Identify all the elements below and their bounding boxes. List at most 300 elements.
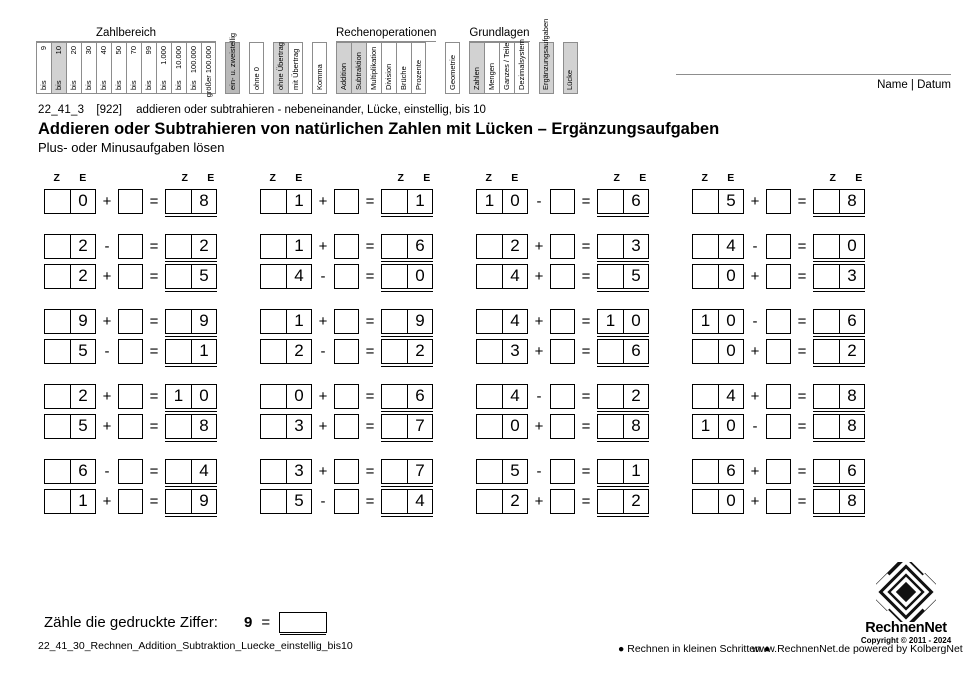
result-tens[interactable] [382,310,407,333]
category-cell[interactable] [351,42,366,94]
result-tens[interactable] [166,490,191,513]
operand-a-tens[interactable] [261,415,286,438]
result-ones[interactable]: 5 [191,265,216,288]
result-tens[interactable] [814,415,839,438]
answer-gap-box[interactable] [550,309,575,334]
operand-a-ones[interactable]: 2 [70,385,95,408]
result-ones[interactable]: 9 [407,310,432,333]
category-cell-top-label: 20 [69,46,78,55]
exercise-block [260,186,476,216]
operand-a-ones[interactable]: 0 [718,340,743,363]
category-cell-row [249,42,264,94]
category-cell[interactable] [381,42,396,94]
operator-symbol: + [534,492,544,510]
operand-a-ones[interactable]: 2 [286,340,311,363]
exercise-row [260,456,476,486]
equals-symbol: = [149,237,159,255]
operand-a-tens[interactable] [477,415,502,438]
result-box [597,384,649,409]
operand-a-tens[interactable] [477,460,502,483]
answer-gap-box[interactable] [334,489,359,514]
answer-gap-box[interactable] [118,459,143,484]
category-cell-top-label: größer 100.000 [203,46,213,98]
exercise-row [44,411,260,441]
operand-a-ones[interactable]: 0 [718,490,743,513]
exercise-row [44,306,260,336]
result-ones[interactable]: 8 [839,490,864,513]
answer-gap-box[interactable] [766,309,791,334]
category-cell[interactable] [499,42,514,94]
operand-a-ones[interactable]: 9 [70,310,95,333]
answer-gap-box[interactable] [766,339,791,364]
result-ze-box [165,339,217,364]
category-cell[interactable] [312,42,327,94]
operand-a-tens[interactable] [477,490,502,513]
result-ones[interactable]: 6 [623,190,648,213]
exercise-block [44,231,260,291]
operand-a-ones[interactable]: 4 [286,265,311,288]
answer-gap-box[interactable] [334,384,359,409]
result-tens[interactable] [166,190,191,213]
result-ones[interactable]: 2 [407,340,432,363]
operator-symbol: - [752,237,758,255]
operand-a-tens[interactable] [477,235,502,258]
category-cell-label: Mengen [487,62,497,90]
category-cell[interactable] [469,42,484,94]
result-ones[interactable]: 2 [839,340,864,363]
operand-a-ones[interactable]: 6 [70,460,95,483]
spiral-diamond-icon [876,562,936,622]
category-cell[interactable] [156,42,171,94]
answer-gap-box[interactable] [118,339,143,364]
operand-a-ones[interactable]: 4 [718,385,743,408]
operand-a-tens[interactable] [261,235,286,258]
category-cell-top-label: 99 [144,46,153,55]
result-ones[interactable]: 1 [623,460,648,483]
result-box [381,414,433,439]
operand-a-tens[interactable] [45,385,70,408]
answer-gap-box[interactable] [334,234,359,259]
operand-a-ones[interactable]: 5 [718,190,743,213]
operand-a-ones[interactable]: 4 [502,265,527,288]
category-cell[interactable] [186,42,201,94]
result-tens[interactable] [382,415,407,438]
answer-gap-box[interactable] [550,264,575,289]
category-cell[interactable] [141,42,156,94]
result-box [381,264,433,289]
result-ones[interactable]: 8 [839,190,864,213]
category-cell[interactable] [366,42,381,94]
header-e: E [423,172,431,184]
result-ones[interactable]: 0 [839,235,864,258]
result-ones[interactable]: 6 [839,460,864,483]
answer-gap-box[interactable] [118,414,143,439]
category-cell[interactable] [249,42,264,94]
operand-a-box [692,189,744,214]
operand-a-tens[interactable] [693,490,718,513]
result-ones[interactable]: 2 [191,235,216,258]
result-ones[interactable]: 0 [407,265,432,288]
answer-gap-box[interactable] [118,189,143,214]
answer-gap-box[interactable] [550,459,575,484]
operand-a-tens[interactable] [261,310,286,333]
result-tens[interactable] [814,385,839,408]
footer-slogan: ● Rechnen in kleinen Schritten ● [618,643,771,655]
operand-a-ones[interactable]: 0 [718,415,743,438]
operand-a-ones[interactable]: 5 [286,490,311,513]
result-ones[interactable]: 2 [623,385,648,408]
operator-symbol: + [318,387,328,405]
result-ones[interactable]: 6 [839,310,864,333]
operand-a-ones[interactable]: 5 [70,415,95,438]
category-cell[interactable] [445,42,460,94]
operand-a-tens[interactable] [261,490,286,513]
answer-gap-box[interactable] [550,234,575,259]
category-cell[interactable] [288,42,303,94]
equals-symbol: = [797,267,807,285]
result-box [381,384,433,409]
result-tens[interactable] [814,190,839,213]
result-ze-box [597,489,649,514]
answer-gap-box[interactable] [766,489,791,514]
category-cell[interactable] [484,42,499,94]
category-cell[interactable] [411,42,426,94]
operand-a-ones[interactable]: 1 [286,310,311,333]
result-ones[interactable]: 3 [839,265,864,288]
operand-a-ones[interactable]: 2 [502,235,527,258]
result-tens[interactable]: 1 [173,386,184,405]
result-tens[interactable] [382,460,407,483]
result-box [813,459,865,484]
category-group [249,28,264,94]
result-tens[interactable] [166,235,191,258]
exercise-row [44,186,260,216]
category-cell[interactable] [336,42,351,94]
exercise-row [260,231,476,261]
result-ze-box [381,459,433,484]
operand-a-tens[interactable] [477,265,502,288]
equals-symbol: = [581,192,591,210]
result-tens[interactable] [166,340,191,363]
operand-a-ones[interactable]: 1 [286,190,311,213]
result-ones[interactable]: 8 [839,415,864,438]
category-cell[interactable] [66,42,81,94]
result-ones[interactable]: 3 [623,235,648,258]
header-e: E [207,172,215,184]
result-ones[interactable]: 5 [623,265,648,288]
count-digit-task [44,612,327,633]
answer-gap-box[interactable] [334,339,359,364]
answer-gap-box[interactable] [766,414,791,439]
category-cell[interactable] [96,42,111,94]
result-box [165,414,217,439]
answer-gap-box[interactable] [550,189,575,214]
result-box [813,489,865,514]
category-cell-label: Multiplikation [369,46,378,90]
result-tens[interactable] [598,340,623,363]
operand-a-ones[interactable]: 0 [286,385,311,408]
operand-a-tens[interactable] [261,265,286,288]
answer-gap-box[interactable] [766,234,791,259]
result-tens[interactable] [382,265,407,288]
answer-gap-box[interactable] [334,264,359,289]
operand-a-box [476,309,528,334]
operand-a-ones[interactable]: 3 [286,460,311,483]
footer-url: www.RechnenNet.de powered by KolbergNet [752,643,963,655]
operand-a-ones[interactable]: 5 [70,340,95,363]
category-cell[interactable] [539,18,554,94]
operand-a-tens[interactable] [477,310,502,333]
result-tens[interactable] [382,490,407,513]
result-tens[interactable] [166,265,191,288]
equals-symbol: = [797,312,807,330]
result-ones[interactable]: 7 [407,460,432,483]
category-group-title [445,28,460,42]
operand-a-tens[interactable] [693,460,718,483]
operand-a-ones[interactable]: 0 [502,415,527,438]
result-box [813,339,865,364]
result-ze-box [813,459,865,484]
operand-a-ones[interactable]: 0 [502,190,527,213]
result-ones[interactable]: 2 [623,490,648,513]
equals-symbol: = [365,192,375,210]
operand-a-tens[interactable]: 1 [700,311,711,330]
operand-a-tens[interactable] [45,415,70,438]
result-tens[interactable] [166,415,191,438]
result-ones[interactable]: 6 [623,340,648,363]
result-tens[interactable] [598,460,623,483]
operand-a-tens[interactable] [45,265,70,288]
header-e: E [511,172,519,184]
result-tens[interactable] [814,340,839,363]
operand-a-box [260,309,312,334]
operand-a-tens[interactable] [261,190,286,213]
operand-a-ones[interactable]: 1 [286,235,311,258]
equals-symbol: = [365,312,375,330]
result-tens[interactable] [598,490,623,513]
operand-a-tens[interactable] [45,490,70,513]
operator-symbol: + [750,342,760,360]
worksheet-code-line [38,104,486,116]
category-cell-label: bis [99,80,108,90]
operand-a-tens[interactable] [45,190,70,213]
operand-a-tens[interactable] [693,340,718,363]
result-tens[interactable] [814,235,839,258]
category-cell-label: Dezimalsystem [516,39,526,90]
result-box [597,414,649,439]
operand-a-tens[interactable] [477,340,502,363]
operand-a-ones[interactable]: 4 [502,385,527,408]
operand-a-tens[interactable] [261,385,286,408]
operand-a-box [44,489,96,514]
result-ones[interactable]: 0 [191,385,216,408]
operand-a-tens[interactable] [45,235,70,258]
operator-symbol: + [534,342,544,360]
exercise-block [692,306,908,366]
result-ones[interactable]: 9 [191,310,216,333]
result-tens[interactable] [598,385,623,408]
operand-a-ones[interactable]: 5 [502,460,527,483]
operand-a-ones[interactable]: 2 [70,235,95,258]
answer-gap-box[interactable] [334,459,359,484]
operand-a-tens[interactable] [261,460,286,483]
operand-a-tens[interactable]: 1 [700,416,711,435]
result-tens[interactable] [382,190,407,213]
result-ones[interactable]: 9 [191,490,216,513]
result-tens[interactable] [598,415,623,438]
result-box [813,414,865,439]
exercise-block [44,381,260,441]
answer-gap-box[interactable] [118,234,143,259]
result-tens[interactable]: 1 [605,311,616,330]
answer-gap-box[interactable] [550,489,575,514]
operand-a-tens[interactable] [693,265,718,288]
result-tens[interactable] [166,460,191,483]
result-ones[interactable]: 8 [191,415,216,438]
count-task-answer-box[interactable] [279,612,327,633]
result-tens[interactable] [814,310,839,333]
answer-gap-box[interactable] [550,339,575,364]
operand-a-tens[interactable] [45,340,70,363]
equals-symbol: = [365,417,375,435]
answer-gap-box[interactable] [550,414,575,439]
category-cell[interactable] [111,42,126,94]
operand-a-ones[interactable]: 3 [286,415,311,438]
answer-gap-box[interactable] [334,189,359,214]
result-tens[interactable] [382,340,407,363]
result-tens[interactable] [598,235,623,258]
result-ones[interactable]: 1 [191,340,216,363]
result-tens[interactable] [814,460,839,483]
operator-symbol: - [752,312,758,330]
exercise-block [476,456,692,516]
operator-symbol: + [750,192,760,210]
exercise-row [476,231,692,261]
operand-a-ones[interactable]: 6 [718,460,743,483]
equals-symbol: = [581,312,591,330]
category-cell[interactable] [225,32,240,94]
result-ones[interactable]: 7 [407,415,432,438]
answer-gap-box[interactable] [766,264,791,289]
result-tens[interactable] [814,490,839,513]
operand-a-tens[interactable] [693,235,718,258]
operand-a-ones[interactable]: 0 [718,265,743,288]
result-ze-box [813,339,865,364]
operand-a-tens[interactable] [477,385,502,408]
result-ze-box [813,384,865,409]
category-group [312,28,327,94]
operand-a-ones[interactable]: 4 [502,310,527,333]
result-ze-box [381,264,433,289]
result-tens[interactable] [382,235,407,258]
exercise-block [692,231,908,291]
operator-symbol: + [750,387,760,405]
result-box [165,459,217,484]
result-ones[interactable]: 4 [191,460,216,483]
answer-gap-box[interactable] [766,459,791,484]
answer-gap-box[interactable] [118,489,143,514]
category-cell[interactable] [36,42,51,94]
operand-a-box [260,489,312,514]
operand-a-tens[interactable] [261,340,286,363]
result-ones[interactable]: 6 [407,385,432,408]
answer-gap-box[interactable] [118,309,143,334]
category-group-title [273,28,303,42]
category-cell[interactable] [563,42,578,94]
category-cell[interactable] [171,42,186,94]
operand-a-tens[interactable] [693,190,718,213]
result-ones[interactable]: 8 [623,415,648,438]
operator-symbol: - [536,462,542,480]
result-tens[interactable] [598,265,623,288]
header-z: Z [701,172,709,184]
equals-symbol: = [797,387,807,405]
answer-gap-box[interactable] [766,189,791,214]
operand-a-ones[interactable]: 4 [718,235,743,258]
result-ze-box [381,309,433,334]
result-ones[interactable]: 6 [407,235,432,258]
answer-gap-box[interactable] [334,309,359,334]
category-group-title: Grundlagen [469,27,529,42]
operand-a-ones[interactable]: 2 [70,265,95,288]
result-ones[interactable]: 4 [407,490,432,513]
operator-symbol: + [102,387,112,405]
exercise-row [44,381,260,411]
operator-symbol: - [104,462,110,480]
result-ones[interactable]: 8 [191,190,216,213]
result-tens[interactable] [814,265,839,288]
result-ze-box [597,339,649,364]
category-cell[interactable] [273,42,288,94]
operand-a-ones[interactable]: 3 [502,340,527,363]
answer-gap-box[interactable] [334,414,359,439]
answer-gap-box[interactable] [118,264,143,289]
category-cell-top-label: 70 [129,46,138,55]
operand-a-box [476,234,528,259]
operand-a-ones[interactable]: 0 [70,190,95,213]
result-ones[interactable]: 1 [407,190,432,213]
result-ones[interactable]: 8 [839,385,864,408]
header-z: Z [829,172,837,184]
exercise-block [260,231,476,291]
operand-a-tens[interactable] [693,385,718,408]
result-ones[interactable]: 0 [623,310,648,333]
answer-gap-box[interactable] [550,384,575,409]
category-cell[interactable] [126,42,141,94]
equals-symbol: = [149,462,159,480]
answer-gap-box[interactable] [766,384,791,409]
answer-gap-box[interactable] [118,384,143,409]
operand-a-tens[interactable] [45,310,70,333]
result-ze-box [165,234,217,259]
category-cell-label: Brüche [399,66,408,90]
category-group [539,18,554,94]
result-tens[interactable] [598,190,623,213]
operand-a-tens[interactable] [45,460,70,483]
operand-a-ones[interactable]: 0 [718,310,743,333]
result-tens[interactable] [166,310,191,333]
result-box [381,489,433,514]
category-cell[interactable] [51,42,66,94]
category-cell[interactable] [396,42,411,94]
operand-a-ones[interactable]: 1 [70,490,95,513]
category-cell[interactable] [81,42,96,94]
category-cell[interactable] [514,39,529,94]
operand-a-tens[interactable]: 1 [484,191,495,210]
operand-a-ones[interactable]: 2 [502,490,527,513]
result-tens[interactable] [382,385,407,408]
category-cell[interactable] [201,42,216,98]
